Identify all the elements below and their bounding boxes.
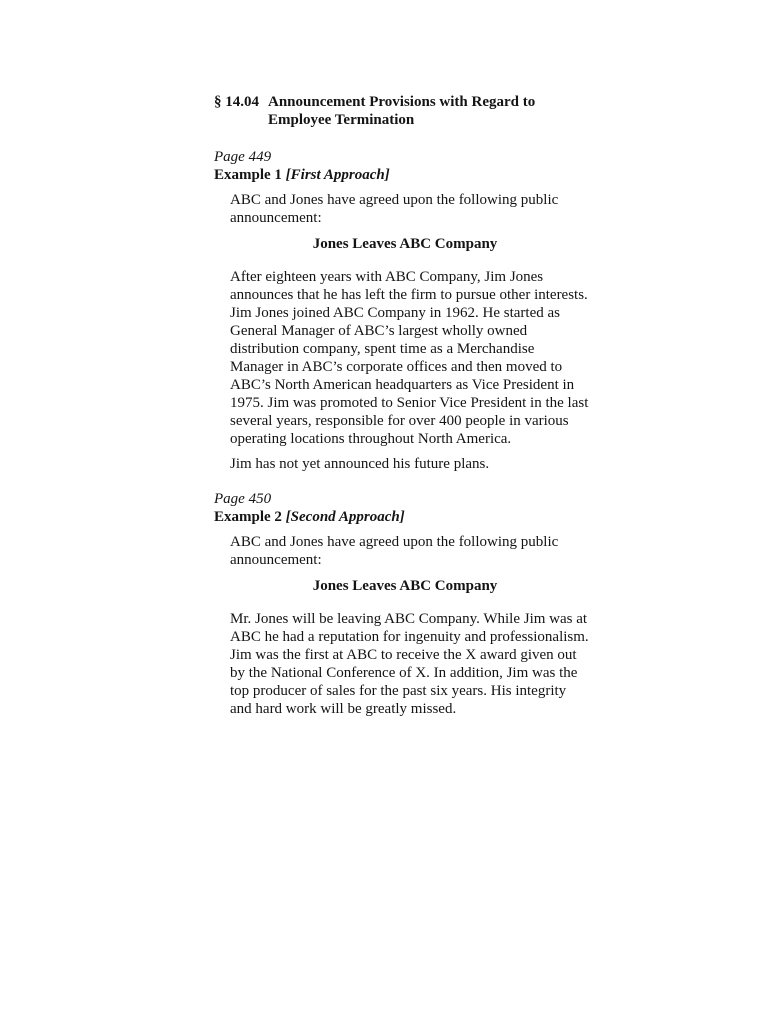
- example-1-closing: Jim has not yet announced his future plans.: [230, 456, 490, 472]
- example-1-page-label: Page 449: [214, 149, 272, 165]
- example-2-announcement-body: Mr. Jones will be leaving ABC Company. While Jim was at ABC he had a reputation for ingenuity and professionalism. Jim was the first at ABC to receive the X award given out by the National Conference of X. In addition, Jim was the top producer of sales for the past six years. His integrity and hard work will be greatly missed.: [230, 611, 589, 717]
- example-1-announcement-title: Jones Leaves ABC Company: [312, 236, 498, 252]
- example-2-number: Example 2: [214, 509, 282, 525]
- example-2-approach: [Second Approach]: [285, 509, 405, 525]
- section-title: Announcement Provisions with Regard to Employee Termination: [268, 94, 536, 128]
- example-1-approach: [First Approach]: [285, 167, 390, 183]
- example-2-label: [214, 508, 604, 526]
- example-2-intro: ABC and Jones have agreed upon the following public announcement:: [230, 534, 559, 568]
- example-1-intro: ABC and Jones have agreed upon the following public announcement:: [230, 192, 559, 226]
- section-number: § 14.04: [214, 94, 259, 110]
- section-heading: [214, 93, 604, 129]
- example-2-announcement-title: Jones Leaves ABC Company: [312, 578, 498, 594]
- example-1-announcement-body: After eighteen years with ABC Company, Jim Jones announces that he has left the firm to pursue other interests. Jim Jones joined ABC Company in 1962. He started as General Manager of ABC’s largest wholly owned distribution company, spent time as a Merchandise Manager in ABC’s corporate offices and then moved to ABC’s North American headquarters as Vice President in 1975. Jim was promoted to Senior Vice President in the last several years, responsible for over 400 people in various operating locations throughout North America.: [230, 269, 589, 447]
- example-1-label: [214, 166, 604, 184]
- example-2-page-label: Page 450: [214, 491, 272, 507]
- example-1-number: Example 1: [214, 167, 282, 183]
